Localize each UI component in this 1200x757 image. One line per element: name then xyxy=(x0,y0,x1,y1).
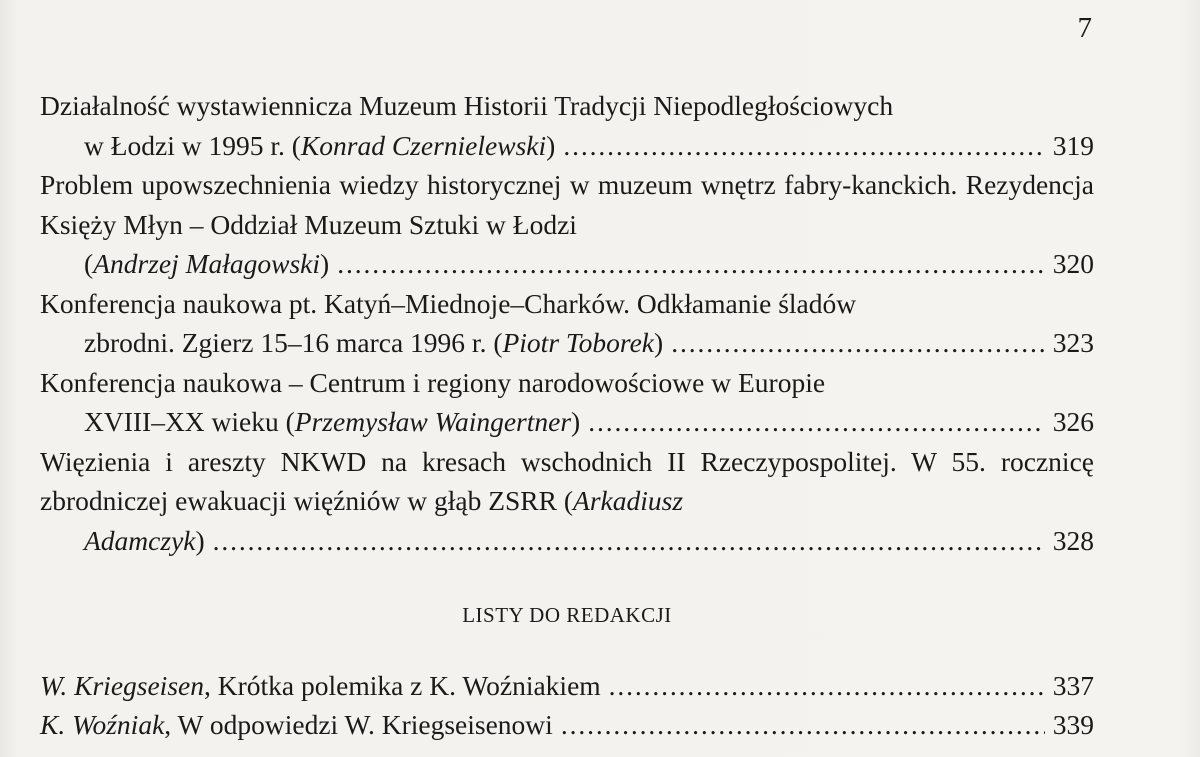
toc-entry-title: Konferencja naukowa – Centrum i regiony narodowościowe w Europie xyxy=(40,366,826,398)
letter-entry-line xyxy=(40,705,1094,745)
toc-entry-lastline xyxy=(40,521,1094,561)
letter-page[interactable]: 339 xyxy=(1052,709,1094,740)
toc-entry-author: Arkadiusz xyxy=(573,485,684,516)
toc-entry-page[interactable]: 319 xyxy=(1052,129,1094,161)
toc-entry-tail: zbrodni. Zgierz 15–16 marca 1996 r. (Piotr Toborek) xyxy=(84,327,664,358)
dot-leader xyxy=(588,402,1045,442)
toc-entry xyxy=(40,363,1094,442)
letter-title: , W odpowiedzi W. Kriegseisenowi xyxy=(164,709,553,740)
letter-author: K. Woźniak xyxy=(40,709,165,740)
toc-entry-tail: (Andrzej Małagowski) xyxy=(84,248,330,279)
toc-entry-author: Adamczyk xyxy=(84,524,196,556)
page-number: 7 xyxy=(1077,12,1092,44)
letter-page[interactable]: 337 xyxy=(1052,669,1094,701)
toc-entry xyxy=(40,442,1094,561)
toc-entry-page[interactable]: 328 xyxy=(1052,524,1094,556)
dot-leader xyxy=(337,244,1045,284)
toc-entry-page[interactable]: 323 xyxy=(1052,327,1094,358)
toc-entry-lastline xyxy=(40,402,1094,442)
letter-entry xyxy=(40,666,1094,706)
dot-leader xyxy=(563,126,1044,166)
toc-entry-author: Andrzej Małagowski xyxy=(93,248,321,279)
dot-leader xyxy=(561,705,1045,745)
toc-entry-author: Konrad Czernielewski xyxy=(300,129,547,161)
toc-entry-tail: w Łodzi w 1995 r. (Konrad Czernielewski) xyxy=(84,129,556,161)
toc-entry-author: Przemysław Waingertner xyxy=(294,406,572,437)
toc-entry-lastline xyxy=(40,244,1094,284)
dot-leader xyxy=(213,521,1045,561)
toc-entry-title: Działalność wystawiennicza Muzeum Historii Tradycji Niepodległościowych xyxy=(40,90,894,121)
toc-entry-title: Problem upowszechnienia wiedzy historycznej w muzeum wnętrz fabry-kanckich. Rezydencja Księży Młyn – Oddział Muzeum Sztuki w Łodzi xyxy=(40,169,1094,240)
dot-leader xyxy=(609,666,1045,706)
toc-entry-tail: XVIII–XX wieku (Przemysław Waingertner) xyxy=(84,406,581,437)
toc-entry-tail: Adamczyk) xyxy=(84,524,205,556)
letter-entry-text xyxy=(40,705,553,745)
dot-leader xyxy=(671,323,1045,363)
toc-entry xyxy=(40,86,1094,165)
toc-entry-page[interactable]: 326 xyxy=(1052,406,1094,437)
section-heading: LISTY DO REDAKCJI xyxy=(462,603,672,627)
toc-entry-title: Konferencja naukowa pt. Katyń–Miednoje–Charków. Odkłamanie śladów xyxy=(40,287,857,319)
letter-entry xyxy=(40,705,1094,745)
letter-entry-text xyxy=(40,666,601,706)
toc-entry xyxy=(40,165,1094,284)
toc-entry xyxy=(40,284,1094,363)
toc-entry-page[interactable]: 320 xyxy=(1052,248,1094,279)
toc-entry-author: Piotr Toborek xyxy=(502,327,655,358)
toc-entry-lastline xyxy=(40,126,1094,166)
letter-entry-line xyxy=(40,666,1094,706)
toc-entry-title: Więzienia i areszty NKWD na kresach wschodnich II Rzeczypospolitej. W 55. rocznicę zbrodniczej ewakuacji więźniów w głąb ZSRR (Arkadiusz xyxy=(40,445,1094,516)
table-of-contents xyxy=(40,86,1094,745)
toc-entry-lastline xyxy=(40,323,1094,363)
letter-title: , Krótka polemika z K. Woźniakiem xyxy=(203,669,601,701)
letter-author: W. Kriegseisen xyxy=(40,669,204,701)
